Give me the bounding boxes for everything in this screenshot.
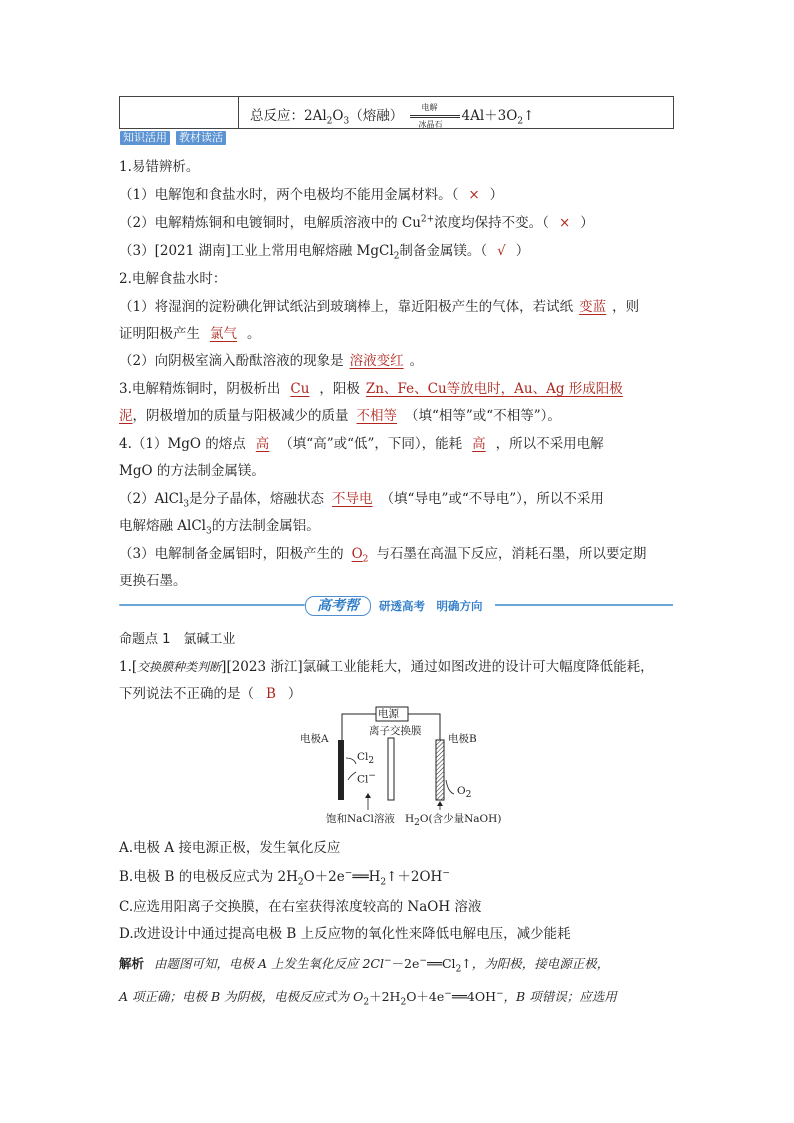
cl2-arrow <box>346 758 356 764</box>
tag-knowledge: 知识活用 <box>120 131 170 145</box>
right-input-label: $H_2O$(含少量NaOH) <box>405 813 502 829</box>
cl2-label: $Cl_2$ <box>357 751 375 767</box>
q4-line-1: 4.（1）MgO 的熔点 高 （填“高”或“低”，下同），能耗 高 ，所以不采用电解 <box>119 436 604 452</box>
total-reaction: 总反应：$2Al_2O_3$（熔融） 电解 冰晶石 $4Al+3O_2↑$ <box>250 102 535 129</box>
q4-line-4: 电解熔融 AlCl$_3$的方法制金属铝。 <box>119 518 320 537</box>
analysis-line-1: 解析 由题图可知，电极 A 上发生氧化反应 $2Cl^--2e^-══Cl_2↑$，为阳极，接电源正极， <box>119 955 610 975</box>
banner-title: 高考帮 <box>305 596 371 616</box>
o2-arrow <box>446 780 454 794</box>
banner-subtitle: 研透高考 明确方向 <box>379 599 483 613</box>
option-c: C.应选用阳离子交换膜，在右室获得浓度较高的 NaOH 溶液 <box>119 899 482 915</box>
analysis-line-2: A 项正确；电极 B 为阴极，电极反应式为 $O_2+2H_2O+4e^-══4OH^-$，B 项错误；应选用 <box>119 988 617 1008</box>
q1-title: 1.易错辨析。 <box>119 159 200 175</box>
q1-item-1: （1）电解饱和食盐水时，两个电极均不能用金属材料。（ × ） <box>119 187 504 203</box>
q1-item-2: （2）电解精炼铜和电镀铜时，电解质溶液中的 $Cu^{2+}$浓度均保持不变。（ × ） <box>119 214 594 231</box>
q2-line-3: （2）向阴极室滴入酚酞溶液的现象是 溶液变红 。 <box>119 353 424 369</box>
q2-title: 2.电解食盐水时： <box>119 271 227 287</box>
q3-line-2: 泥，阴极增加的质量与阳极减少的质量 不相等 （填“相等”或“不相等”）。 <box>119 408 561 424</box>
option-d: D.改进设计中通过提高电极 B 上反应物的氧化性来降低电解电压，减少能耗 <box>119 926 571 942</box>
q1-item-3: （3）[2021 湖南]工业上常用电解熔融 MgCl$_2$制备金属镁。（ √ ） <box>119 243 530 262</box>
cl-minus-label: Cl− <box>357 771 376 786</box>
table-divider <box>238 97 239 128</box>
left-input-label: 饱和NaCl溶液 <box>326 813 395 825</box>
o2-label: $O_2$ <box>457 785 472 801</box>
q2-line-2: 证明阳极产生 氯气 。 <box>119 326 261 342</box>
membrane-label: 离子交换膜 <box>369 725 422 737</box>
option-b: B.电极 B 的电极反应式为 $2H_2O+2e^-══H_2↑+2OH^-$ <box>119 868 450 888</box>
q4-line-3: （2）AlCl$_3$是分子晶体，熔融状态 不导电 （填“导电”或“不导电”），所以不采用 <box>119 491 604 510</box>
power-source-label: 电源 <box>378 708 399 720</box>
tag-textbook: 教材读活 <box>176 131 226 145</box>
section-heading: 命题点 1 氯碱工业 <box>119 632 236 647</box>
banner-line-left <box>119 604 305 606</box>
q4-line-2: MgO 的方法制金属镁。 <box>119 463 265 479</box>
electrode-a-label: 电极A <box>300 733 329 745</box>
banner-line-right <box>495 604 673 606</box>
cl-minus-arrow <box>348 772 356 780</box>
q4-line-6: 更换石墨。 <box>119 573 187 589</box>
problem-line-2: 下列说法不正确的是（ B ） <box>119 686 302 702</box>
ion-exchange-membrane <box>388 738 394 800</box>
q4-line-5: （3）电解制备金属铝时，阳极产生的 $O_2$ 与石墨在高温下反应，消耗石墨，所以要定期 <box>119 546 647 565</box>
q3-line-1: 3.电解精炼铜时，阴极析出 Cu ，阳极 Zn、Fe、Cu等放电时，Au、Ag 形成阳极 <box>119 381 623 397</box>
q2-line-1: （1）将湿润的淀粉碘化钾试纸沾到玻璃棒上，靠近阳极产生的气体，若试纸 变蓝 ，则 <box>119 299 640 315</box>
electrode-b <box>436 740 444 800</box>
problem-line-1: 1.[交换膜种类判断][2023 浙江]氯碱工业能耗大，通过如图改进的设计可大幅度降低能耗， <box>119 659 654 675</box>
reaction-condition: 电解 冰晶石 <box>408 110 462 124</box>
option-a: A.电极 A 接电源正极，发生氧化反应 <box>119 840 341 856</box>
electrode-a <box>338 740 344 800</box>
electrode-b-label: 电极B <box>448 733 477 745</box>
